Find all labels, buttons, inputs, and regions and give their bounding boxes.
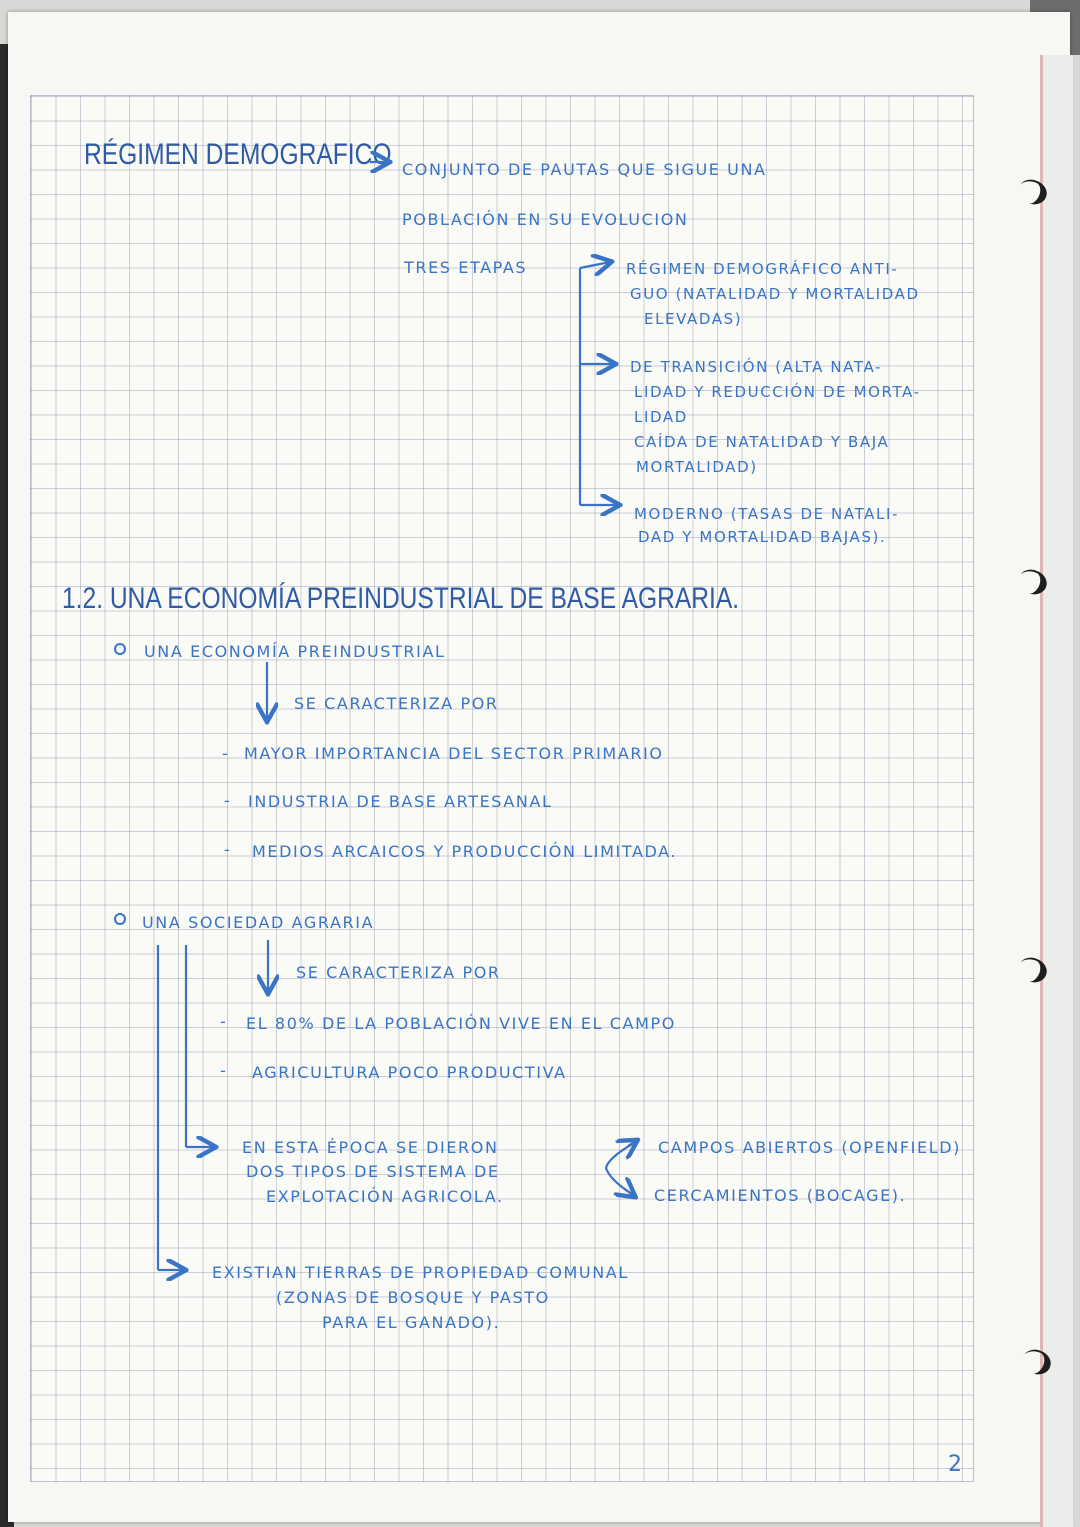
society-item-2: AGRICULTURA POCO PRODUCTIVA [252, 1063, 567, 1082]
stage-1-line-2: GUO (NATALIDAD Y MORTALIDAD [630, 285, 920, 303]
systems-option-bocage: CERCAMIENTOS (BOCAGE). [654, 1186, 907, 1205]
stage-2-line-1: DE TRANSICIÓN (ALTA NATA- [630, 358, 882, 376]
economy-dash: - [224, 791, 232, 810]
systems-option-openfield: CAMPOS ABIERTOS (OPENFIELD) [658, 1138, 961, 1157]
economy-title: UNA ECONOMÍA PREINDUSTRIAL [144, 642, 446, 661]
page-number: 2 [948, 1452, 964, 1477]
economy-item-3: MEDIOS ARCAICOS Y PRODUCCIÓN LIMITADA. [252, 842, 678, 861]
society-item-1: EL 80% DE LA POBLACIÓN VIVE EN EL CAMPO [246, 1014, 676, 1033]
stage-3-line-1: MODERNO (TASAS DE NATALI- [634, 505, 900, 523]
economy-item-1: MAYOR IMPORTANCIA DEL SECTOR PRIMARIO [244, 744, 664, 763]
stage-1-line-3: ELEVADAS) [644, 310, 743, 328]
society-dash: - [220, 1012, 228, 1031]
society-title: UNA SOCIEDAD AGRARIA [142, 913, 375, 932]
communal-line-3: PARA EL GANADO). [322, 1313, 501, 1332]
economy-dash: - [222, 744, 230, 763]
stage-2-line-2: LIDAD Y REDUCCIÓN DE MORTA- [634, 383, 921, 401]
society-characterized: SE CARACTERIZA POR [296, 963, 501, 982]
definition-line-1: CONJUNTO DE PAUTAS QUE SIGUE UNA [402, 160, 767, 179]
communal-line-2: (ZONAS DE BOSQUE Y PASTO [276, 1288, 550, 1307]
economy-characterized: SE CARACTERIZA POR [294, 694, 499, 713]
society-dash: - [220, 1061, 228, 1080]
page-title: RÉGIMEN DEMOGRAFICO [84, 138, 392, 171]
systems-line-1: EN ESTA ÉPOCA SE DIERON [242, 1138, 499, 1157]
section-heading: 1.2. UNA ECONOMÍA PREINDUSTRIAL DE BASE AGRARIA. [62, 582, 740, 615]
definition-line-2: POBLACIÓN EN SU EVOLUCION [402, 210, 689, 229]
stages-label: TRES ETAPAS [404, 258, 528, 277]
economy-dash: - [224, 840, 232, 859]
stage-1-line-1: RÉGIMEN DEMOGRÁFICO ANTI- [626, 260, 899, 278]
economy-item-2: INDUSTRIA DE BASE ARTESANAL [248, 792, 553, 811]
systems-line-3: EXPLOTACIÓN AGRICOLA. [266, 1187, 504, 1206]
stage-2-line-5: MORTALIDAD) [636, 458, 758, 476]
communal-line-1: EXISTIAN TIERRAS DE PROPIEDAD COMUNAL [212, 1263, 629, 1282]
stage-2-line-4: CAÍDA DE NATALIDAD Y BAJA [634, 433, 890, 451]
stage-2-line-3: LIDAD [634, 408, 688, 426]
stage-3-line-2: DAD Y MORTALIDAD BAJAS). [638, 528, 887, 546]
systems-line-2: DOS TIPOS DE SISTEMA DE [246, 1162, 500, 1181]
